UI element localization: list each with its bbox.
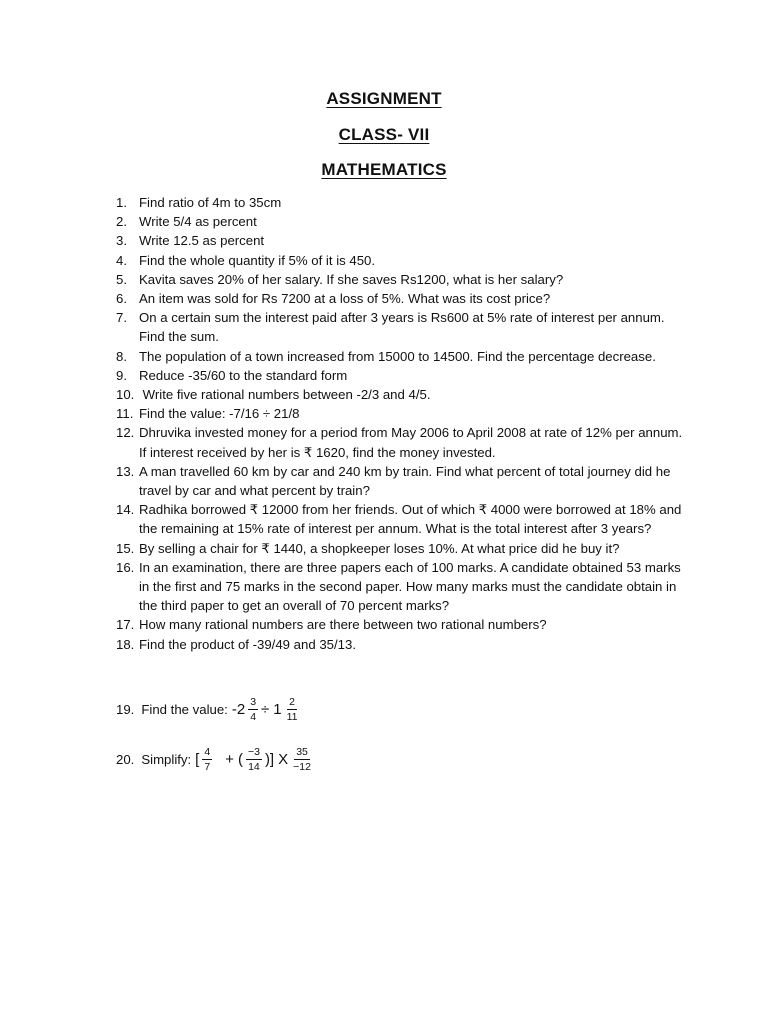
question-20 (116, 741, 316, 777)
question-number: 19. (116, 701, 135, 717)
question-number: 11. (116, 406, 134, 422)
fraction-denominator: −12 (293, 760, 311, 773)
question-text: Reduce -35/60 to the standard form (139, 367, 348, 383)
times-operator: X (278, 750, 289, 768)
question-item (116, 558, 686, 616)
question-number: 18. (116, 636, 135, 652)
fraction-denominator: 4 (250, 710, 257, 723)
question-item (116, 212, 686, 231)
question-item (116, 231, 686, 250)
question-text: Find the whole quantity if 5% of it is 450. (139, 252, 376, 268)
question-19 (116, 693, 303, 725)
fraction (246, 746, 262, 773)
subject-heading: MATHEMATICS (321, 160, 447, 179)
question-number: 7. (116, 310, 127, 326)
question-text: How many rational numbers are there between two rational numbers? (139, 617, 547, 633)
question-item (116, 385, 686, 404)
question-number: 4. (116, 252, 127, 268)
fraction (291, 746, 313, 773)
question-text: Find the value: -7/16 ÷ 21/8 (139, 406, 300, 422)
question-text: In an examination, there are three papers each of 100 marks. A candidate obtained 53 marks in the first and 75 marks in the second paper. How many marks must the candidate obtain in the third paper to get an overall of 70 percent marks? (139, 559, 681, 614)
question-number: 17. (116, 617, 135, 633)
question-item (116, 347, 686, 366)
question-item (116, 635, 686, 654)
fraction (202, 746, 212, 773)
class-heading: CLASS- VII (338, 125, 430, 144)
question-item (116, 500, 686, 538)
fraction-numerator: 2 (289, 695, 295, 708)
question-item (116, 615, 686, 634)
question-text: Simplify: (141, 751, 192, 767)
question-number: 2. (116, 214, 127, 230)
question-number: 8. (116, 348, 127, 364)
question-text: Write five rational numbers between -2/3 and 4/5. (139, 387, 431, 403)
divide-operator: ÷ (261, 700, 270, 718)
question-number: 14. (116, 502, 135, 518)
question-number: 3. (116, 233, 127, 249)
question-number: 16. (116, 559, 135, 575)
open-paren: ( (237, 750, 243, 768)
question-number: 20. (116, 751, 135, 767)
question-number: 10. (116, 387, 135, 403)
fraction (285, 696, 300, 723)
close-paren-bracket: )] (264, 750, 275, 768)
fraction (248, 696, 258, 723)
question-text: Write 12.5 as percent (139, 233, 265, 249)
question-item (116, 423, 686, 461)
question-text: An item was sold for Rs 7200 at a loss of 5%. What was its cost price? (139, 291, 551, 307)
fraction-denominator: 11 (286, 710, 298, 723)
question-item (116, 404, 686, 423)
question-item (116, 270, 686, 289)
question-text: By selling a chair for ₹ 1440, a shopkeeper loses 10%. At what price did he buy it? (139, 540, 620, 556)
question-list (116, 193, 686, 654)
question-item (116, 251, 686, 270)
question-item (116, 193, 686, 212)
fraction-numerator: −3 (247, 745, 260, 758)
question-text: A man travelled 60 km by car and 240 km by train. Find what percent of total journey did he travel by car and what percent by train? (139, 463, 671, 499)
assignment-title: ASSIGNMENT (326, 89, 442, 108)
question-text: Find ratio of 4m to 35cm (139, 195, 282, 210)
question-text: The population of a town increased from 15000 to 14500. Find the percentage decrease. (139, 348, 656, 364)
question-item (116, 462, 686, 500)
question-number: 6. (116, 291, 127, 307)
question-item (116, 539, 686, 558)
question-number: 13. (116, 463, 135, 479)
question-number: 1. (116, 195, 127, 210)
question-text: Write 5/4 as percent (139, 214, 257, 230)
mixed-number-whole: 1 (273, 700, 282, 718)
question-item (116, 289, 686, 308)
question-number: 5. (116, 271, 127, 287)
fraction-numerator: 3 (250, 695, 257, 708)
question-number: 12. (116, 425, 135, 441)
fraction-numerator: 35 (296, 745, 308, 758)
question-text: Kavita saves 20% of her salary. If she saves Rs1200, what is her salary? (139, 271, 564, 287)
open-bracket: [ (195, 750, 200, 768)
question-text: Find the product of -39/49 and 35/13. (139, 636, 357, 652)
question-text: Find the value: (141, 701, 228, 717)
question-text: Radhika borrowed ₹ 12000 from her friends. Out of which ₹ 4000 were borrowed at 18% and the remaining at 15% rate of interest per annum. What is the total interest after 3 years? (139, 502, 682, 537)
fraction-denominator: 14 (248, 760, 260, 773)
question-text: On a certain sum the interest paid after 3 years is Rs600 at 5% rate of interest per annum. Find the sum. (139, 310, 665, 345)
question-number: 9. (116, 367, 127, 383)
plus-operator: + (225, 750, 234, 768)
mixed-number-whole: -2 (231, 700, 246, 718)
question-item (116, 308, 686, 346)
question-text: Dhruvika invested money for a period from May 2006 to April 2008 at rate of 12% per annum. If interest received by her is ₹ 1620, find the money invested. (139, 425, 683, 460)
question-item (116, 366, 686, 385)
question-number: 15. (116, 540, 135, 556)
fraction-denominator: 7 (204, 760, 211, 773)
fraction-numerator: 4 (204, 745, 211, 758)
